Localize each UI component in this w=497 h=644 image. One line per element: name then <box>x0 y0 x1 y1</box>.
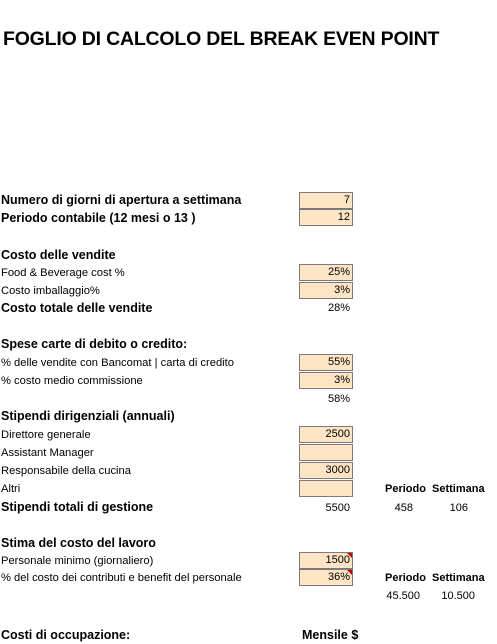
assistant-input[interactable] <box>299 444 353 461</box>
commissione-input[interactable]: 3% <box>299 372 353 389</box>
costo-totale-vendite-label: Costo totale delle vendite <box>1 301 153 315</box>
bancomat-input[interactable]: 55% <box>299 354 353 371</box>
costo-lavoro-header: Stima del costo del lavoro <box>1 536 156 550</box>
stipendi-totali-label: Stipendi totali di gestione <box>1 500 154 514</box>
lavoro-settimana-value: 10.500 <box>441 590 475 602</box>
mensile-label: Mensile $ <box>302 628 359 642</box>
bancomat-label: % delle vendite con Bancomat | carta di credito <box>1 357 234 369</box>
costi-occupazione-label: Costi di occupazione: <box>1 628 131 642</box>
altri-label: Altri <box>1 483 21 495</box>
altri-input[interactable] <box>299 480 353 497</box>
periodo-contabile-input[interactable]: 12 <box>299 209 353 226</box>
spese-carte-header: Spese carte di debito o credito: <box>1 337 188 351</box>
direttore-label: Direttore generale <box>1 429 91 441</box>
stipendi-col-settimana: Settimana <box>432 483 485 495</box>
stipendi-totali-settimana: 106 <box>449 502 468 514</box>
imballaggio-input[interactable]: 3% <box>299 282 353 299</box>
giorni-apertura-input[interactable]: 7 <box>299 192 353 209</box>
stipendi-header: Stipendi dirigenziali (annuali) <box>1 409 175 423</box>
direttore-input[interactable]: 2500 <box>299 426 353 443</box>
responsabile-label: Responsabile della cucina <box>1 465 131 477</box>
responsabile-input[interactable]: 3000 <box>299 462 353 479</box>
food-cost-label: Food & Beverage cost % <box>1 267 125 279</box>
personale-input[interactable]: 1500 <box>299 552 353 569</box>
sheet-title: FOGLIO DI CALCOLO DEL BREAK EVEN POINT <box>3 28 440 50</box>
personale-label: Personale minimo (giornaliero) <box>1 555 154 567</box>
spese-carte-totale-value: 58% <box>327 393 350 405</box>
periodo-contabile-label: Periodo contabile (12 mesi o 13 ) <box>1 211 196 225</box>
imballaggio-label: Costo imballaggio% <box>1 285 100 297</box>
lavoro-col-periodo: Periodo <box>385 572 426 584</box>
assistant-label: Assistant Manager <box>1 447 94 459</box>
costo-vendite-header: Costo delle vendite <box>1 248 116 262</box>
giorni-apertura-label: Numero di giorni di apertura a settimana <box>1 193 242 207</box>
stipendi-col-periodo: Periodo <box>385 483 426 495</box>
food-cost-input[interactable]: 25% <box>299 264 353 281</box>
contributi-input[interactable]: 36% <box>299 569 353 586</box>
lavoro-periodo-value: 45.500 <box>386 590 420 602</box>
contributi-label: % del costo dei contributi e benefit del personale <box>1 572 242 584</box>
stipendi-totali-value: 5500 <box>325 502 350 514</box>
stipendi-totali-periodo: 458 <box>394 502 413 514</box>
costo-totale-vendite-value: 28% <box>327 302 350 314</box>
commissione-label: % costo medio commissione <box>1 375 143 387</box>
lavoro-col-settimana: Settimana <box>432 572 485 584</box>
